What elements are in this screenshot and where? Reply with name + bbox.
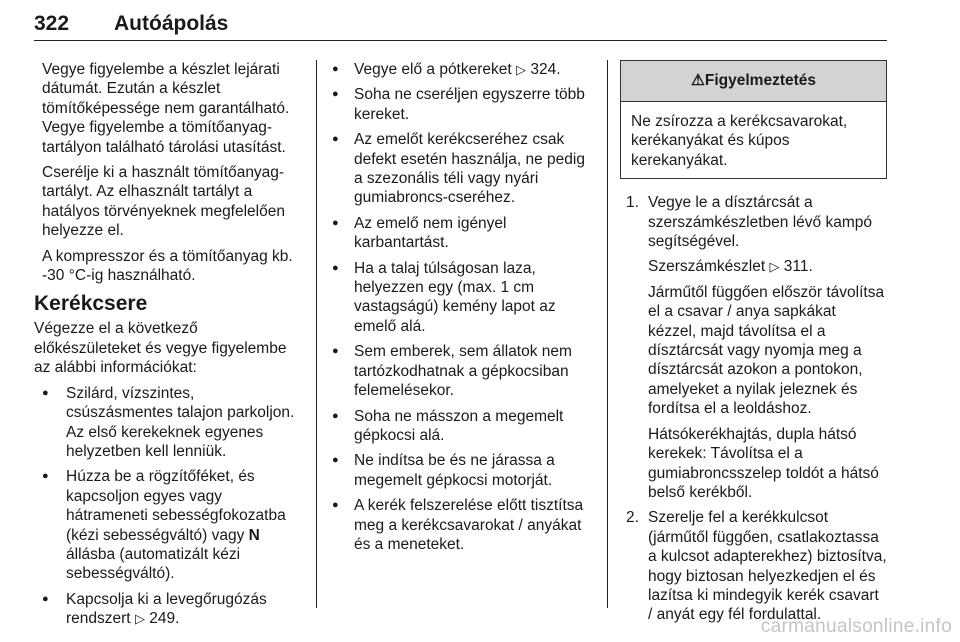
list-item: [330, 342, 595, 400]
bullet-list: [34, 384, 302, 629]
list-item: [330, 60, 595, 79]
list-item-text: Vegye elő a pótkereket: [354, 61, 512, 78]
column-right: [620, 60, 887, 631]
page-reference[interactable]: 249.: [149, 610, 180, 628]
step-item: [620, 508, 887, 624]
list-item: [34, 384, 302, 462]
bullet-list: [330, 60, 595, 554]
step-text-part: Szerszámkészlet: [648, 258, 766, 276]
gear-position-label: N: [248, 526, 260, 544]
list-item-text: Kapcsolja ki a levegőrugózás rendszert: [66, 590, 267, 628]
warning-text: Ne zsírozza a kerékcsavarokat, kerékanyákat és kúpos kerekanyákat.: [631, 113, 848, 169]
list-item: [330, 85, 595, 124]
list-item-text: Soha ne másszon a megemelt gépkocsi alá.: [354, 407, 564, 444]
column-left: [34, 60, 302, 635]
list-item-text: Az emelő nem igényel karbantartást.: [354, 214, 507, 252]
list-item-text: Ne indítsa be és ne járassa a megemelt gépkocsi motorját.: [354, 452, 555, 489]
step-text: [648, 257, 887, 276]
list-item: [330, 451, 595, 490]
paragraph: Cserélje ki a használt tömítőanyag-tartályt. Az elhasznált tartályt a hatályos törvényeknek megfelelően helyezze el.: [42, 164, 285, 240]
list-item: [34, 467, 302, 583]
list-item: [330, 259, 595, 337]
list-item-text: Húzza be a rögzítőféket, és kapcsoljon egyes vagy hátrameneti sebességfokozatba (kézi sebességváltó) vagy: [66, 468, 286, 544]
list-item-text: A kerék felszerelése előtt tisztítsa meg a kerékcsavarokat / anyákat és a meneteket.: [354, 497, 584, 553]
section-title: Kerékcsere: [34, 292, 148, 316]
xref-arrow-icon: ▷: [769, 259, 780, 275]
paragraph: Végezze el a következő előkészületeket és vegye figyelembe az alábbi információkat:: [34, 320, 287, 377]
xref-arrow-icon: ▷: [134, 611, 145, 627]
page-reference[interactable]: 324.: [530, 61, 561, 78]
warning-header: [621, 61, 886, 102]
step-text: Vegye le a dísztárcsát a szerszámkészletben lévő kampó segítségével.: [648, 194, 872, 251]
warning-triangle-icon: ⚠: [690, 72, 705, 89]
column-divider: [607, 60, 608, 608]
paragraph: Vegye figyelembe a készlet lejárati dátumát. Ezután a készlet tömítőképessége nem garantálható. Vegye figyelembe a tömítőanyag-tartályon található tárolási utasítást.: [42, 61, 290, 156]
warning-box: [620, 60, 887, 179]
list-item-text: Soha ne cseréljen egyszerre több kereket.: [354, 86, 585, 123]
step-text: Hátsókerékhajtás, dupla hátsó kerekek: Távolítsa el a gumiabroncsszelep toldót a hátsó belső kerékből.: [648, 425, 879, 501]
page-title: Autóápolás: [114, 12, 229, 35]
step-text: Járműtől függően először távolítsa el a csavar / anya sapkákat kézzel, majd távolítsa el a dísztárcsát vagy nyomja meg a dísztárcsát azokon a pontokon, amelyeket a nyilak jeleznek és fordítsa el a leoldáshoz.: [648, 283, 885, 418]
xref-arrow-icon: ▷: [516, 62, 527, 77]
list-item-text: Ha a talaj túlságosan laza, helyezzen egy (max. 1 cm vastagságú) kemény lapot az emelő alá.: [354, 259, 556, 335]
step-number: 1.: [626, 194, 639, 212]
list-item: [330, 496, 595, 554]
list-item: [330, 214, 595, 253]
list-item-text: Sem emberek, sem állatok nem tartózkodhatnak a gépkocsiban felemelésekor.: [354, 343, 572, 400]
step-item: [620, 193, 887, 502]
page-header: [34, 0, 887, 41]
step-number: 2.: [626, 509, 639, 527]
page-number: 322: [34, 12, 70, 35]
watermark: carmanualsonline.info: [760, 616, 952, 637]
paragraph: A kompresszor és a tömítőanyag kb. -30 °C-ig használható.: [42, 247, 293, 285]
step-list: [620, 193, 887, 625]
list-item: [34, 590, 302, 629]
list-item-text: Szilárd, vízszintes, csúszásmentes talajon parkoljon. Az első kerekeknek egyenes helyzetben kell lenniük.: [66, 384, 295, 460]
list-item: [330, 130, 595, 208]
column-middle: [330, 60, 595, 560]
page-reference[interactable]: 311.: [783, 258, 813, 276]
list-item-text: Az emelőt kerékcseréhez csak defekt esetén használja, ne pedig a szezonális téli vagy nyári gumiabroncs-cseréhez.: [354, 131, 585, 207]
step-text: Szerelje fel a kerékkulcsot (járműtől függően, csatlakoztassa a kulcsot adapterekhez) biztosítva, hogy biztosan helyezkedjen el és lazítsa ki mindegyik kerék csavart / anyát egy fél fordulattal.: [648, 509, 887, 624]
column-divider: [316, 60, 317, 608]
warning-title: Figyelmeztetés: [704, 72, 817, 89]
list-item-text: állásba (automatizált kézi sebességváltó).: [66, 545, 241, 583]
list-item: [330, 407, 595, 446]
